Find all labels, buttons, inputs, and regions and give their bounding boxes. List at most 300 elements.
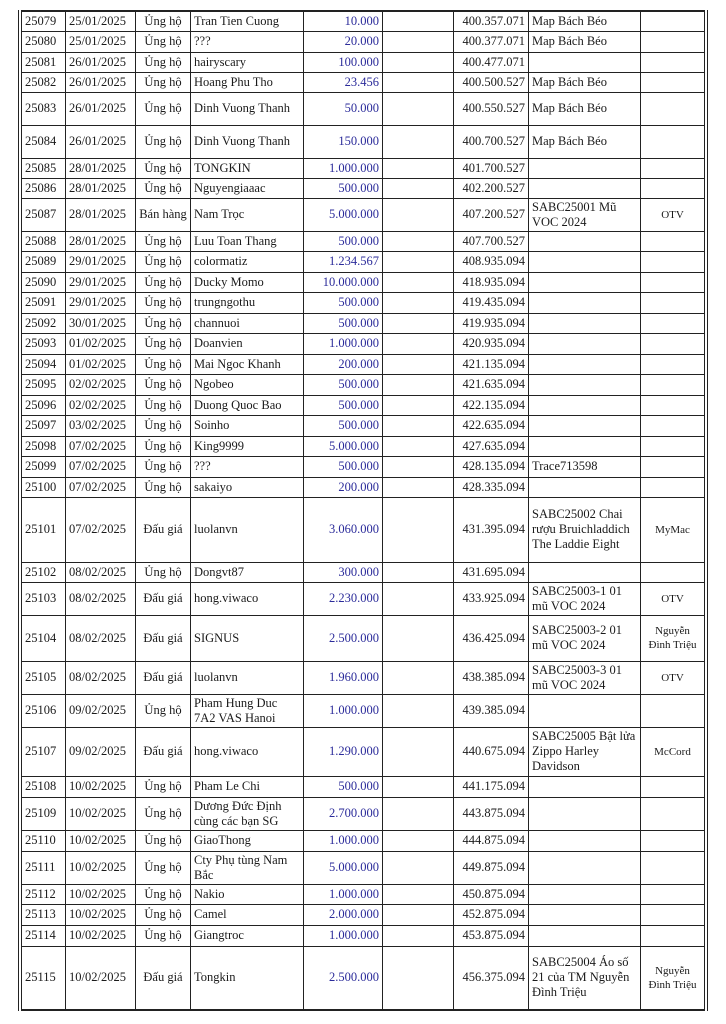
running-balance: 421.135.094 <box>454 354 529 374</box>
table-row <box>20 925 706 946</box>
transaction-type: Ủng hộ <box>136 884 191 904</box>
transaction-id: 25106 <box>20 694 66 727</box>
item-recipient <box>641 333 707 354</box>
transaction-note: SABC25004 Áo số 21 của TM Nguyễn Đình Triệu <box>529 946 641 1010</box>
donor-name: Duong Quoc Bao <box>191 395 304 415</box>
amount-out <box>383 797 454 830</box>
item-recipient <box>641 694 707 727</box>
transaction-id: 25115 <box>20 946 66 1010</box>
transaction-type: Ủng hộ <box>136 313 191 333</box>
amount-out <box>383 52 454 72</box>
amount-in: 500.000 <box>304 415 383 436</box>
transaction-note <box>529 52 641 72</box>
transaction-note <box>529 776 641 797</box>
transaction-type: Đấu giá <box>136 582 191 615</box>
donor-name: Mai Ngoc Khanh <box>191 354 304 374</box>
donor-name: ??? <box>191 456 304 477</box>
item-recipient <box>641 178 707 198</box>
table-row <box>20 562 706 582</box>
amount-in: 500.000 <box>304 292 383 313</box>
running-balance: 400.700.527 <box>454 125 529 158</box>
donor-name: Soinho <box>191 415 304 436</box>
donor-name: Dinh Vuong Thanh <box>191 92 304 125</box>
transaction-type: Ủng hộ <box>136 52 191 72</box>
table-row <box>20 31 706 52</box>
table-row <box>20 292 706 313</box>
transaction-date: 10/02/2025 <box>66 851 136 884</box>
transaction-note <box>529 158 641 178</box>
item-recipient <box>641 925 707 946</box>
running-balance: 421.635.094 <box>454 374 529 395</box>
donor-name: SIGNUS <box>191 615 304 661</box>
item-recipient: OTV <box>641 582 707 615</box>
transaction-date: 29/01/2025 <box>66 272 136 292</box>
transaction-type: Ủng hộ <box>136 925 191 946</box>
donor-name: channuoi <box>191 313 304 333</box>
amount-in: 2.000.000 <box>304 904 383 925</box>
amount-out <box>383 562 454 582</box>
transaction-note: Trace713598 <box>529 456 641 477</box>
transaction-note <box>529 694 641 727</box>
transaction-date: 10/02/2025 <box>66 884 136 904</box>
transaction-note: Map Bách Béo <box>529 31 641 52</box>
running-balance: 422.635.094 <box>454 415 529 436</box>
amount-out <box>383 477 454 497</box>
amount-in: 500.000 <box>304 456 383 477</box>
item-recipient <box>641 292 707 313</box>
transaction-type: Đấu giá <box>136 661 191 694</box>
transaction-date: 09/02/2025 <box>66 727 136 776</box>
amount-in: 5.000.000 <box>304 851 383 884</box>
transaction-id: 25100 <box>20 477 66 497</box>
transaction-type: Ủng hộ <box>136 11 191 31</box>
donor-name: hong.viwaco <box>191 727 304 776</box>
table-row <box>20 415 706 436</box>
table-row <box>20 158 706 178</box>
item-recipient <box>641 354 707 374</box>
table-row <box>20 272 706 292</box>
amount-out <box>383 125 454 158</box>
transaction-type: Đấu giá <box>136 615 191 661</box>
donor-name: King9999 <box>191 436 304 456</box>
transaction-type: Đấu giá <box>136 727 191 776</box>
running-balance: 436.425.094 <box>454 615 529 661</box>
transaction-date: 28/01/2025 <box>66 231 136 251</box>
item-recipient <box>641 31 707 52</box>
table-row <box>20 436 706 456</box>
donor-name: ??? <box>191 31 304 52</box>
running-balance: 428.135.094 <box>454 456 529 477</box>
transaction-note <box>529 830 641 851</box>
amount-out <box>383 497 454 562</box>
donor-name: colormatiz <box>191 251 304 272</box>
amount-out <box>383 178 454 198</box>
transaction-type: Ủng hộ <box>136 72 191 92</box>
amount-in: 500.000 <box>304 178 383 198</box>
amount-in: 10.000 <box>304 11 383 31</box>
amount-out <box>383 231 454 251</box>
donor-name: Tongkin <box>191 946 304 1010</box>
transaction-type: Ủng hộ <box>136 158 191 178</box>
running-balance: 419.435.094 <box>454 292 529 313</box>
amount-in: 2.230.000 <box>304 582 383 615</box>
running-balance: 400.477.071 <box>454 52 529 72</box>
transaction-date: 07/02/2025 <box>66 456 136 477</box>
running-balance: 418.935.094 <box>454 272 529 292</box>
transaction-date: 26/01/2025 <box>66 72 136 92</box>
donor-name: Camel <box>191 904 304 925</box>
running-balance: 443.875.094 <box>454 797 529 830</box>
amount-out <box>383 415 454 436</box>
transaction-type: Ủng hộ <box>136 415 191 436</box>
amount-out <box>383 946 454 1010</box>
transaction-id: 25083 <box>20 92 66 125</box>
transaction-type: Ủng hộ <box>136 477 191 497</box>
item-recipient: MyMac <box>641 497 707 562</box>
transaction-type: Ủng hộ <box>136 292 191 313</box>
table-row <box>20 11 706 31</box>
transaction-id: 25096 <box>20 395 66 415</box>
amount-out <box>383 313 454 333</box>
amount-in: 2.500.000 <box>304 946 383 1010</box>
donor-name: Doanvien <box>191 333 304 354</box>
running-balance: 420.935.094 <box>454 333 529 354</box>
transaction-note <box>529 178 641 198</box>
transaction-type: Ủng hộ <box>136 562 191 582</box>
amount-in: 500.000 <box>304 776 383 797</box>
item-recipient <box>641 830 707 851</box>
transaction-id: 25093 <box>20 333 66 354</box>
transaction-id: 25088 <box>20 231 66 251</box>
transaction-note: Map Bách Béo <box>529 72 641 92</box>
transaction-type: Ủng hộ <box>136 694 191 727</box>
donor-name: hairyscary <box>191 52 304 72</box>
amount-in: 1.960.000 <box>304 661 383 694</box>
transaction-type: Ủng hộ <box>136 436 191 456</box>
transaction-type: Ủng hộ <box>136 333 191 354</box>
donor-name: Cty Phụ tùng Nam Bắc <box>191 851 304 884</box>
item-recipient <box>641 797 707 830</box>
amount-out <box>383 456 454 477</box>
ledger-body <box>20 11 706 1010</box>
table-row <box>20 477 706 497</box>
amount-in: 500.000 <box>304 395 383 415</box>
transaction-id: 25082 <box>20 72 66 92</box>
donor-name: Dongvt87 <box>191 562 304 582</box>
item-recipient <box>641 92 707 125</box>
item-recipient <box>641 313 707 333</box>
transaction-id: 25111 <box>20 851 66 884</box>
transaction-date: 07/02/2025 <box>66 477 136 497</box>
transaction-type: Ủng hộ <box>136 92 191 125</box>
amount-out <box>383 661 454 694</box>
transaction-note: SABC25001 Mũ VOC 2024 <box>529 198 641 231</box>
transaction-type: Ủng hộ <box>136 797 191 830</box>
running-balance: 400.550.527 <box>454 92 529 125</box>
transaction-note <box>529 251 641 272</box>
amount-in: 1.000.000 <box>304 158 383 178</box>
donor-name: Ngobeo <box>191 374 304 395</box>
running-balance: 428.335.094 <box>454 477 529 497</box>
item-recipient <box>641 456 707 477</box>
amount-in: 5.000.000 <box>304 436 383 456</box>
transaction-date: 08/02/2025 <box>66 562 136 582</box>
amount-out <box>383 251 454 272</box>
table-row <box>20 333 706 354</box>
item-recipient <box>641 851 707 884</box>
amount-out <box>383 694 454 727</box>
amount-out <box>383 727 454 776</box>
transaction-id: 25099 <box>20 456 66 477</box>
item-recipient: OTV <box>641 198 707 231</box>
transaction-date: 08/02/2025 <box>66 615 136 661</box>
transaction-note <box>529 313 641 333</box>
running-balance: 456.375.094 <box>454 946 529 1010</box>
amount-in: 300.000 <box>304 562 383 582</box>
transaction-id: 25091 <box>20 292 66 313</box>
donor-name: Luu Toan Thang <box>191 231 304 251</box>
running-balance: 400.500.527 <box>454 72 529 92</box>
table-row <box>20 395 706 415</box>
transaction-date: 07/02/2025 <box>66 497 136 562</box>
transaction-id: 25107 <box>20 727 66 776</box>
transaction-type: Đấu giá <box>136 497 191 562</box>
transaction-id: 25114 <box>20 925 66 946</box>
transaction-date: 26/01/2025 <box>66 125 136 158</box>
amount-in: 2.700.000 <box>304 797 383 830</box>
running-balance: 450.875.094 <box>454 884 529 904</box>
running-balance: 407.200.527 <box>454 198 529 231</box>
running-balance: 407.700.527 <box>454 231 529 251</box>
transaction-note: SABC25003-2 01 mũ VOC 2024 <box>529 615 641 661</box>
transaction-id: 25105 <box>20 661 66 694</box>
item-recipient <box>641 272 707 292</box>
amount-in: 100.000 <box>304 52 383 72</box>
transaction-type: Ủng hộ <box>136 251 191 272</box>
transaction-type: Ủng hộ <box>136 374 191 395</box>
amount-out <box>383 615 454 661</box>
transaction-type: Bán hàng <box>136 198 191 231</box>
amount-out <box>383 395 454 415</box>
item-recipient <box>641 776 707 797</box>
table-row <box>20 661 706 694</box>
transaction-type: Ủng hộ <box>136 851 191 884</box>
amount-in: 50.000 <box>304 92 383 125</box>
amount-in: 1.000.000 <box>304 333 383 354</box>
transaction-date: 28/01/2025 <box>66 198 136 231</box>
amount-in: 500.000 <box>304 231 383 251</box>
table-row <box>20 72 706 92</box>
item-recipient <box>641 415 707 436</box>
running-balance: 431.395.094 <box>454 497 529 562</box>
transaction-id: 25113 <box>20 904 66 925</box>
donor-name: Nguyengiaaac <box>191 178 304 198</box>
donor-name: GiaoThong <box>191 830 304 851</box>
transaction-note <box>529 884 641 904</box>
table-row <box>20 178 706 198</box>
transaction-note: Map Bách Béo <box>529 11 641 31</box>
transaction-id: 25087 <box>20 198 66 231</box>
transaction-note <box>529 415 641 436</box>
donor-name: Ducky Momo <box>191 272 304 292</box>
amount-out <box>383 582 454 615</box>
transaction-id: 25098 <box>20 436 66 456</box>
table-row <box>20 797 706 830</box>
item-recipient <box>641 72 707 92</box>
table-row <box>20 904 706 925</box>
transaction-note: SABC25003-1 01 mũ VOC 2024 <box>529 582 641 615</box>
running-balance: 453.875.094 <box>454 925 529 946</box>
amount-out <box>383 333 454 354</box>
transaction-id: 25085 <box>20 158 66 178</box>
table-row <box>20 52 706 72</box>
transaction-date: 26/01/2025 <box>66 52 136 72</box>
donor-name: Hoang Phu Tho <box>191 72 304 92</box>
transaction-note <box>529 851 641 884</box>
amount-out <box>383 92 454 125</box>
item-recipient <box>641 562 707 582</box>
donor-name: Dinh Vuong Thanh <box>191 125 304 158</box>
transaction-type: Ủng hộ <box>136 31 191 52</box>
transaction-id: 25092 <box>20 313 66 333</box>
amount-in: 200.000 <box>304 477 383 497</box>
table-row <box>20 92 706 125</box>
transaction-type: Ủng hộ <box>136 830 191 851</box>
transaction-date: 02/02/2025 <box>66 374 136 395</box>
amount-in: 5.000.000 <box>304 198 383 231</box>
transaction-id: 25095 <box>20 374 66 395</box>
transaction-id: 25090 <box>20 272 66 292</box>
running-balance: 419.935.094 <box>454 313 529 333</box>
transaction-date: 25/01/2025 <box>66 11 136 31</box>
amount-in: 1.000.000 <box>304 694 383 727</box>
transaction-note <box>529 477 641 497</box>
table-row <box>20 497 706 562</box>
transaction-date: 10/02/2025 <box>66 797 136 830</box>
amount-in: 200.000 <box>304 354 383 374</box>
transaction-date: 01/02/2025 <box>66 354 136 374</box>
amount-in: 150.000 <box>304 125 383 158</box>
transaction-note <box>529 925 641 946</box>
donor-name: Giangtroc <box>191 925 304 946</box>
table-row <box>20 776 706 797</box>
transaction-date: 03/02/2025 <box>66 415 136 436</box>
transaction-id: 25104 <box>20 615 66 661</box>
transaction-id: 25079 <box>20 11 66 31</box>
transaction-id: 25094 <box>20 354 66 374</box>
amount-in: 500.000 <box>304 313 383 333</box>
table-row <box>20 354 706 374</box>
running-balance: 408.935.094 <box>454 251 529 272</box>
amount-in: 23.456 <box>304 72 383 92</box>
running-balance: 400.357.071 <box>454 11 529 31</box>
transaction-type: Ủng hộ <box>136 125 191 158</box>
item-recipient <box>641 884 707 904</box>
amount-out <box>383 374 454 395</box>
item-recipient: McCord <box>641 727 707 776</box>
transaction-id: 25081 <box>20 52 66 72</box>
amount-out <box>383 292 454 313</box>
transaction-note: SABC25003-3 01 mũ VOC 2024 <box>529 661 641 694</box>
transaction-note <box>529 797 641 830</box>
table-row <box>20 231 706 251</box>
transaction-id: 25110 <box>20 830 66 851</box>
transaction-id: 25108 <box>20 776 66 797</box>
item-recipient <box>641 251 707 272</box>
amount-out <box>383 72 454 92</box>
amount-in: 10.000.000 <box>304 272 383 292</box>
item-recipient <box>641 11 707 31</box>
transaction-id: 25109 <box>20 797 66 830</box>
transaction-date: 28/01/2025 <box>66 178 136 198</box>
amount-out <box>383 925 454 946</box>
transaction-id: 25089 <box>20 251 66 272</box>
amount-out <box>383 198 454 231</box>
transaction-note <box>529 374 641 395</box>
table-row <box>20 456 706 477</box>
transaction-note <box>529 292 641 313</box>
donor-name: sakaiyo <box>191 477 304 497</box>
table-row <box>20 251 706 272</box>
transaction-id: 25084 <box>20 125 66 158</box>
transaction-id: 25097 <box>20 415 66 436</box>
transaction-id: 25112 <box>20 884 66 904</box>
donor-name: hong.viwaco <box>191 582 304 615</box>
running-balance: 402.200.527 <box>454 178 529 198</box>
amount-in: 1.290.000 <box>304 727 383 776</box>
amount-out <box>383 158 454 178</box>
amount-in: 2.500.000 <box>304 615 383 661</box>
item-recipient <box>641 231 707 251</box>
table-row <box>20 313 706 333</box>
donor-name: Tran Tien Cuong <box>191 11 304 31</box>
donor-name: luolanvn <box>191 661 304 694</box>
transaction-note <box>529 395 641 415</box>
running-balance: 439.385.094 <box>454 694 529 727</box>
amount-out <box>383 851 454 884</box>
table-row <box>20 694 706 727</box>
item-recipient: OTV <box>641 661 707 694</box>
table-row <box>20 727 706 776</box>
donor-name: Nam Trọc <box>191 198 304 231</box>
running-balance: 401.700.527 <box>454 158 529 178</box>
item-recipient <box>641 904 707 925</box>
transaction-date: 10/02/2025 <box>66 776 136 797</box>
table-row <box>20 374 706 395</box>
donor-name: Pham Le Chi <box>191 776 304 797</box>
transaction-note <box>529 562 641 582</box>
amount-out <box>383 884 454 904</box>
transaction-note: SABC25005 Bật lửa Zippo Harley Davidson <box>529 727 641 776</box>
transaction-date: 08/02/2025 <box>66 582 136 615</box>
running-balance: 440.675.094 <box>454 727 529 776</box>
transaction-id: 25103 <box>20 582 66 615</box>
transaction-date: 10/02/2025 <box>66 904 136 925</box>
amount-out <box>383 436 454 456</box>
transaction-type: Đấu giá <box>136 946 191 1010</box>
donation-ledger-table <box>18 10 708 1011</box>
transaction-note <box>529 333 641 354</box>
donor-name: Dương Đức Định cùng các bạn SG <box>191 797 304 830</box>
transaction-date: 10/02/2025 <box>66 946 136 1010</box>
donor-name: Nakio <box>191 884 304 904</box>
item-recipient <box>641 374 707 395</box>
running-balance: 452.875.094 <box>454 904 529 925</box>
amount-out <box>383 830 454 851</box>
transaction-date: 09/02/2025 <box>66 694 136 727</box>
amount-in: 1.000.000 <box>304 884 383 904</box>
transaction-type: Ủng hộ <box>136 904 191 925</box>
